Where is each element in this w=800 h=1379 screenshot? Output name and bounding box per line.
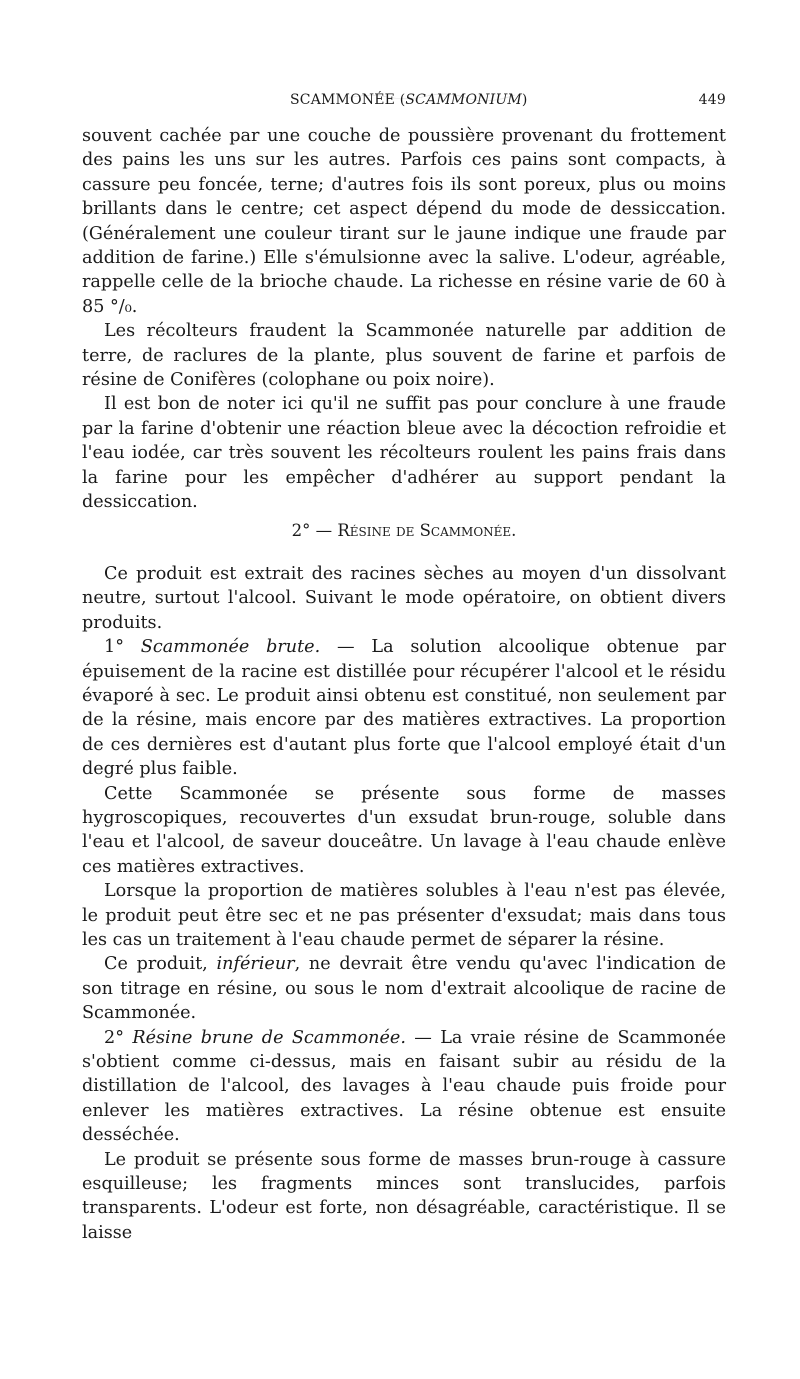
running-title: [290, 92, 528, 108]
paragraph-9-term: Résine brune de Scammonée.: [132, 1027, 406, 1048]
paragraph-4: Ce produit est extrait des racines sèches au moyen d'un dissolvant neutre, surtout l'alcool. Suivant le mode opératoire, on obtient divers produits.: [82, 563, 726, 633]
book-page: [82, 92, 726, 1245]
paragraph-5-term: Scammonée brute.: [140, 637, 321, 658]
running-title-suffix: ): [521, 92, 528, 108]
paragraph-1: souvent cachée par une couche de poussière provenant du frottement des pains les uns sur les autres. Parfois ces pains sont compacts, à cassure peu foncée, terne; d'autres fois ils sont poreux, plus ou moins brillants dans le centre; cet aspect dépend du mode de dessiccation. (Généralement une couleur tirant sur le jaune indique une fraude par addition de farine.) Elle s'émulsionne avec la salive. L'odeur, agréable, rappelle celle de la brioche chaude. La richesse en résine varie de 60 à 85 °/₀.: [82, 126, 726, 317]
paragraph-5-body: — La solution alcoolique obtenue par épuisement de la racine est distillée pour récupérer l'alcool et le résidu évaporé à sec. Le produit ainsi obtenu est constitué, non seulement par de la résine, mais encore par des matières extractives. La proportion de ces dernières est d'autant plus forte que l'alcool employé était d'un degré plus faible.: [82, 637, 726, 780]
paragraph-10: Le produit se présente sous forme de masses brun-rouge à cassure esquilleuse; les fragments minces sont translucides, parfois transparents. L'odeur est forte, non désagréable, caractéristique. Il se laisse: [82, 1149, 726, 1243]
paragraph-2: Les récolteurs fraudent la Scammonée naturelle par addition de terre, de raclures de la plante, plus souvent de farine et parfois de résine de Conifères (colophane ou poix noire).: [82, 321, 726, 391]
running-title-latin: SCAMMONIUM: [405, 92, 522, 108]
paragraph-8-term: inférieur: [216, 954, 295, 975]
paragraph-9-lead: 2°: [104, 1027, 133, 1048]
paragraph-6: Cette Scammonée se présente sous forme de masses hygroscopiques, recouvertes d'un exsudat brun-rouge, soluble dans l'eau et l'alcool, de saveur douceâtre. Un lavage à l'eau chaude enlève ces matières extractives.: [82, 783, 726, 877]
paragraph-9-body: — La vraie résine de Scammonée s'obtient comme ci-dessus, mais en faisant subir au résidu de la distillation de l'alcool, des lavages à l'eau chaude puis froide pour enlever les matières extractives. La résine obtenue est ensuite desséchée.: [82, 1027, 726, 1146]
running-title-prefix: SCAMMONÉE (: [290, 92, 406, 108]
paragraph-3: Il est bon de noter ici qu'il ne suffit pas pour conclure à une fraude par la farine d'obtenir une réaction bleue avec la décoction refroidie et l'eau iodée, car très souvent les récolteurs roulent les pains frais dans la farine pour les empêcher d'adhérer au support pendant la dessiccation.: [82, 394, 726, 513]
paragraph-8: [82, 952, 726, 1025]
paragraph-8-lead: Ce produit,: [104, 954, 217, 975]
paragraph-7: Lorsque la proportion de matières solubles à l'eau n'est pas élevée, le produit peut être sec et ne pas présenter d'exsudat; mais dans tous les cas un traitement à l'eau chaude permet de séparer la résine.: [82, 881, 726, 950]
paragraph-5-lead: 1°: [104, 637, 141, 658]
running-header: [82, 92, 726, 116]
page-number: 449: [698, 92, 726, 108]
paragraph-9: [82, 1026, 726, 1148]
paragraph-8-body: , ne devrait être vendu qu'avec l'indication de son titrage en résine, ou sous le nom d'extrait alcoolique de racine de Scammonée.: [82, 954, 726, 1024]
paragraph-5: [82, 635, 726, 781]
section-heading: 2° — Résine de Scammonée.: [291, 520, 517, 540]
